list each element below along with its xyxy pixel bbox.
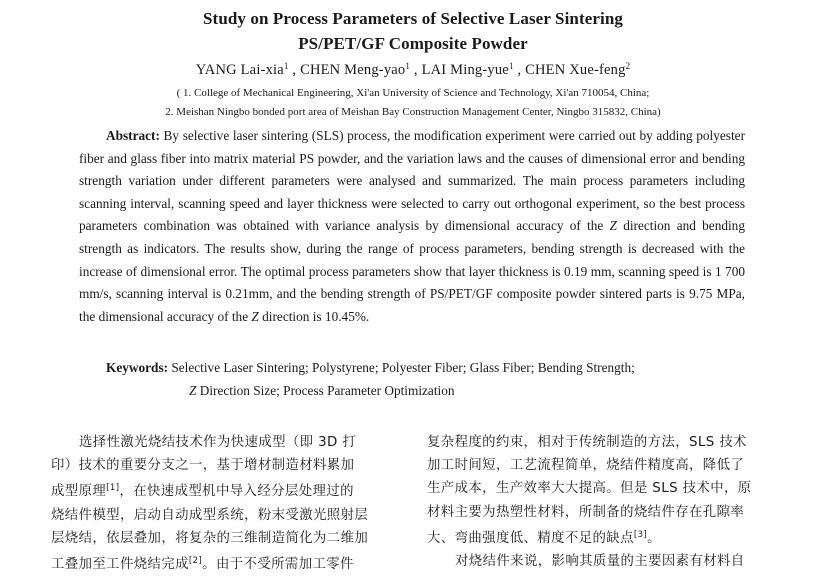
body-line: 加工时间短，工艺流程简单，烧结件精度高，降低了 xyxy=(427,458,745,474)
abstract-text: By selective laser sintering (SLS) process, the modification experiment were carried out by adding polyester fiber and glass fiber into matrix material PS powder, and the variation laws and the causes of dimensional error and bending strength variation under different parameters were analysed and summarized. The main process parameters including scanning interval, scanning speed and layer thickness were selected to carry out orthogonal experiment, so the best process parameters combination was obtained with variance analysis by dimensional accuracy of the xyxy=(79,128,745,234)
citation-ref: [1] xyxy=(106,483,120,494)
affiliation-2: 2. Meishan Ningbo bonded port area of Meishan Bay Construction Management Center, Ningbo 315832, China) xyxy=(165,106,661,118)
body-text: 。 xyxy=(647,530,661,546)
author-affiliation-mark: 1 xyxy=(283,61,289,71)
abstract xyxy=(79,125,745,328)
author-list xyxy=(0,61,826,79)
author-name: YANG Lai-xia xyxy=(195,62,284,78)
body-column-right xyxy=(427,431,783,573)
body-line: 材料主要为热塑性材料，所制备的烧结件存在孔隙率 xyxy=(427,504,745,520)
citation-ref: [3] xyxy=(633,529,648,540)
author-affiliation-mark: 2 xyxy=(625,61,631,71)
author-name: CHEN Xue-feng xyxy=(525,62,626,78)
author-separator: , xyxy=(513,62,526,78)
author-name: CHEN Meng-yao xyxy=(300,62,406,78)
body-text: 工叠加至工件烧结完成 xyxy=(51,557,189,573)
keywords-italic-z: Z xyxy=(189,382,197,398)
body-line: 选择性激光烧结技术作为快速成型（即 3D 打 xyxy=(79,435,357,450)
keywords-text: Direction Size; Process Parameter Optimization xyxy=(196,382,455,398)
body-line: 对烧结件来说，影响其质量的主要因素有材料自 xyxy=(455,554,745,570)
citation-ref: [2] xyxy=(188,556,203,567)
abstract-label: Abstract: xyxy=(106,128,160,143)
body-text: 大、弯曲强度低、精度不足的缺点 xyxy=(427,530,634,546)
body-line: 印）技术的重要分支之一，基于增材制造材料累加 xyxy=(51,458,355,474)
author-separator: , xyxy=(410,62,422,78)
body-line xyxy=(51,550,406,576)
body-line: 复杂程度的约束，相对于传统制造的方法，SLS 技术 xyxy=(427,435,747,450)
author-affiliation-mark: 1 xyxy=(405,61,411,71)
keywords xyxy=(79,357,745,402)
affiliation-1: ( 1. College of Mechanical Engineering, Xi'an University of Science and Technology, Xi'an 710054, China; xyxy=(176,87,650,99)
abstract-italic-z: Z xyxy=(251,308,259,324)
body-text: 。由于不受所需加工零件 xyxy=(202,557,354,573)
keywords-label: Keywords: xyxy=(106,360,169,375)
keywords-line-2 xyxy=(79,380,745,403)
body-line xyxy=(51,477,406,503)
body-line xyxy=(427,524,783,550)
body-line: 烧结件模型，启动自动成型系统，粉末受激光照射层 xyxy=(51,507,369,523)
body-text: ，在快速成型机中导入经分层处理过的 xyxy=(119,484,354,500)
author-name: LAI Ming-yue xyxy=(421,62,509,78)
body-column-left xyxy=(51,431,406,576)
paper-title-line-1: Study on Process Parameters of Selective Laser Sintering xyxy=(203,9,623,28)
body-line: 生产成本，生产效率大大提高。但是 SLS 技术中，原 xyxy=(427,481,752,497)
keywords-text: Selective Laser Sintering; Polystyrene; Polyester Fiber; Glass Fiber; Bending Strength; xyxy=(168,360,635,375)
author-separator: , xyxy=(288,62,301,78)
paper-title-line-2: PS/PET/GF Composite Powder xyxy=(298,34,528,53)
author-affiliation-mark: 1 xyxy=(508,61,514,71)
body-line: 层烧结，依层叠加，将复杂的三维制造简化为二维加 xyxy=(51,530,369,546)
body-text: 成型原理 xyxy=(51,484,107,500)
abstract-text: direction and bending strength as indicators. The results show, during the range of process parameters, bending strength is decreased with the increase of dimensional error. The optimal process parameters show that layer thickness is 0.19 mm, scanning speed is 1 700 mm/s, scanning interval is 0.21mm, and the bending strength of PS/PET/GF composite powder sintered parts is 9.75 MPa, the dimensional accuracy of the xyxy=(79,218,745,324)
abstract-text: direction is 10.45%. xyxy=(258,308,370,324)
abstract-italic-z: Z xyxy=(609,218,617,234)
keywords-line-1 xyxy=(79,357,745,380)
